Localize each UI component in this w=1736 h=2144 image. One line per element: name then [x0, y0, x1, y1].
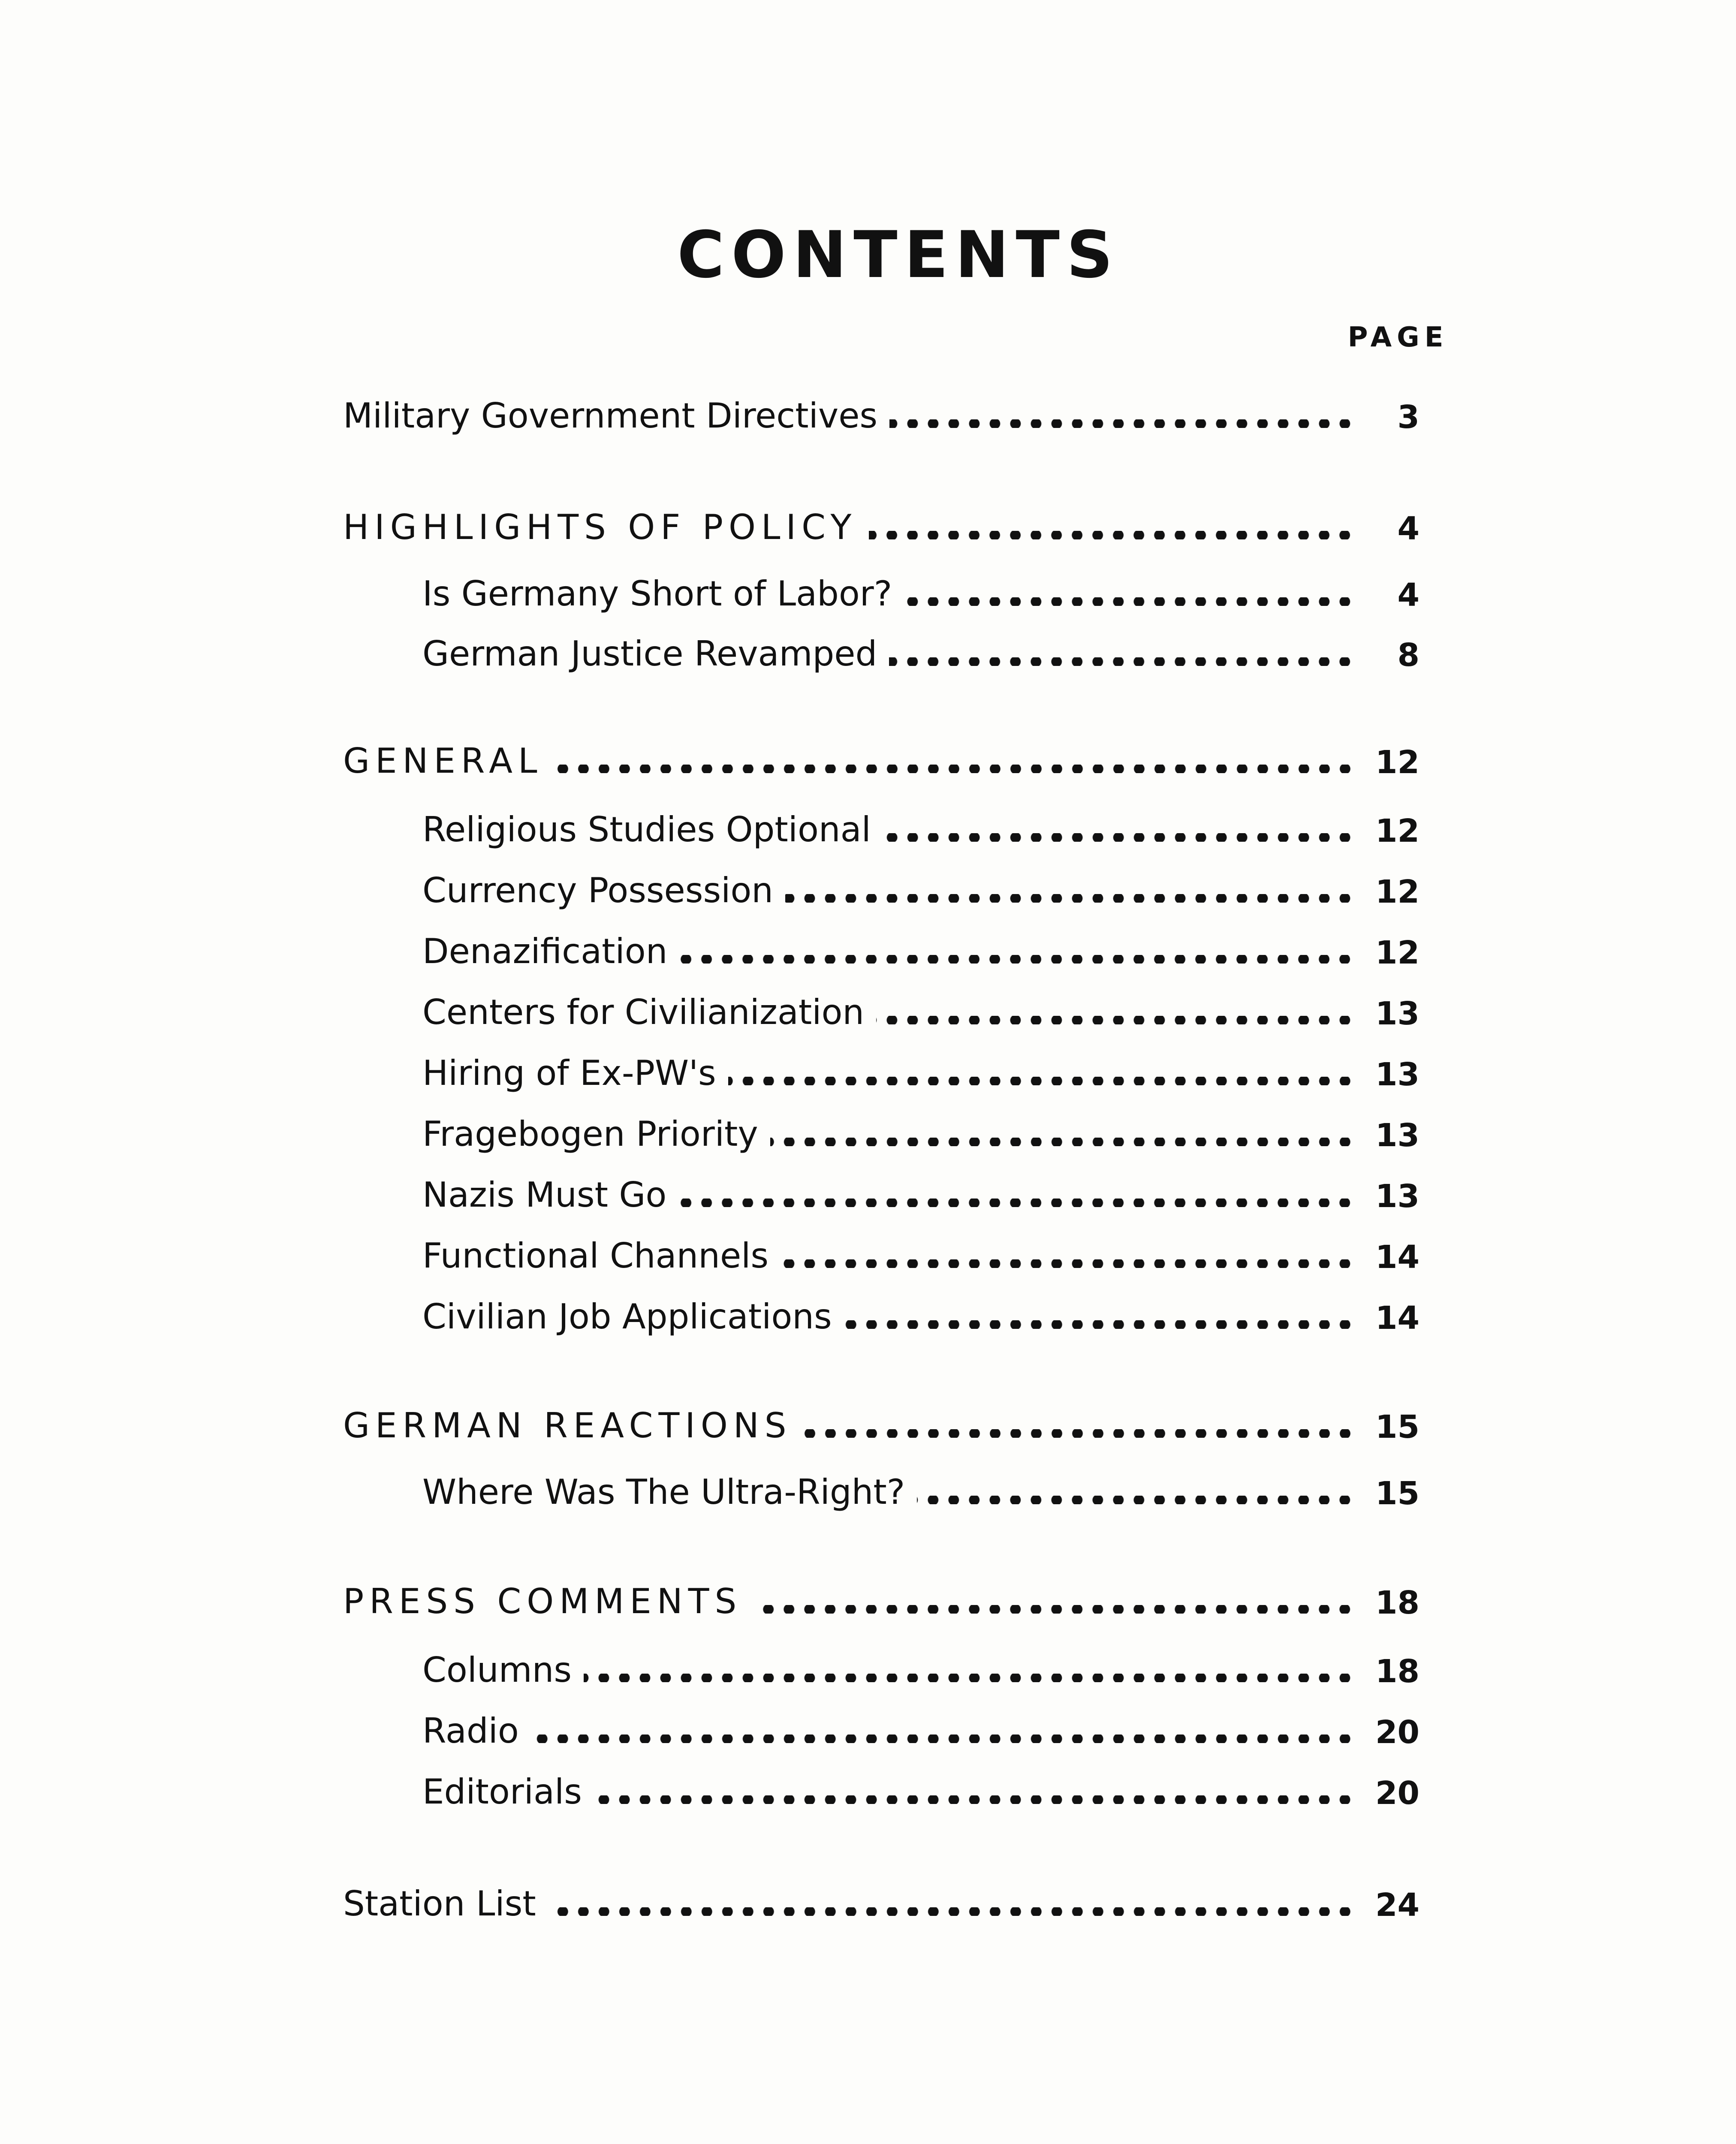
dot-leader — [876, 1016, 1355, 1024]
dot-leader — [917, 1496, 1355, 1504]
toc-entry-label: Columns — [422, 1650, 572, 1690]
toc-entry-label: Functional Channels — [422, 1236, 769, 1276]
toc-entry-page: 20 — [1375, 1714, 1420, 1751]
toc-entry-label: Currency Possession — [422, 870, 774, 910]
dot-leader — [770, 1138, 1355, 1146]
toc-entry-denazification[interactable] — [422, 921, 1420, 969]
toc-entry-label: HIGHLIGHTS OF POLICY — [343, 507, 857, 547]
toc-entry-page: 18 — [1375, 1584, 1420, 1621]
toc-entry-label: PRESS COMMENTS — [343, 1581, 742, 1621]
toc-entry-page: 4 — [1397, 510, 1420, 547]
toc-entry-label: Denazification — [422, 931, 668, 971]
toc-entry-military-government-directives[interactable] — [343, 386, 1420, 436]
dot-leader — [883, 833, 1355, 842]
toc-entry-page: 24 — [1375, 1887, 1420, 1924]
toc-entry-label: Fragebogen Priority — [422, 1114, 758, 1154]
dot-leader — [555, 765, 1355, 773]
toc-entry-label: German Justice Revamped — [422, 634, 877, 674]
toc-entry-page: 13 — [1375, 1117, 1420, 1154]
toc-entry-label: Nazis Must Go — [422, 1175, 667, 1215]
toc-entry-page: 12 — [1375, 744, 1420, 781]
dot-leader — [584, 1674, 1355, 1682]
toc-entry-page: 12 — [1375, 873, 1420, 910]
toc-entry-page: 13 — [1375, 1178, 1420, 1215]
toc-section-press-comments[interactable] — [343, 1572, 1420, 1619]
toc-entry-label: Is Germany Short of Labor? — [422, 574, 892, 614]
dot-leader — [678, 1198, 1355, 1207]
dot-leader — [548, 1907, 1355, 1916]
dot-leader — [754, 1605, 1355, 1614]
dot-leader — [904, 597, 1355, 606]
toc-entry-page: 4 — [1397, 577, 1420, 614]
toc-entry-currency-possession[interactable] — [422, 861, 1420, 908]
dot-leader — [889, 419, 1355, 428]
dot-leader — [844, 1320, 1355, 1329]
toc-entry-label: Radio — [422, 1711, 519, 1751]
toc-entry-label: Station List — [343, 1884, 536, 1924]
dot-leader — [679, 955, 1355, 964]
toc-entry-religious-studies-optional[interactable] — [422, 800, 1420, 847]
toc-entry-fragebogen-priority[interactable] — [422, 1104, 1420, 1154]
toc-entry-editorials[interactable] — [422, 1762, 1420, 1812]
toc-entry-label: Civilian Job Applications — [422, 1297, 832, 1337]
dot-leader — [531, 1734, 1355, 1743]
toc-entry-page: 13 — [1375, 1056, 1420, 1093]
toc-entry-page: 12 — [1375, 934, 1420, 971]
dot-leader — [889, 657, 1355, 666]
toc-entry-label: Hiring of Ex-PW's — [422, 1053, 716, 1093]
toc-section-highlights-of-policy[interactable] — [343, 497, 1420, 545]
toc-entry-radio[interactable] — [422, 1701, 1420, 1751]
toc-entry-label: Editorials — [422, 1772, 582, 1812]
dot-leader — [594, 1795, 1355, 1804]
dot-leader — [728, 1077, 1355, 1085]
contents-title: CONTENTS — [677, 218, 1120, 292]
toc-entry-page: 14 — [1375, 1300, 1420, 1337]
dot-leader — [804, 1429, 1355, 1438]
toc-entry-page: 13 — [1375, 995, 1420, 1032]
toc-entry-label: Military Government Directives — [343, 396, 878, 436]
toc-entry-label: Where Was The Ultra-Right? — [422, 1472, 905, 1512]
toc-entry-hiring-of-ex-pws[interactable] — [422, 1043, 1420, 1093]
toc-entry-page: 15 — [1375, 1475, 1420, 1512]
toc-entry-page: 3 — [1397, 399, 1420, 436]
toc-entry-page: 20 — [1375, 1775, 1420, 1812]
toc-entry-page: 18 — [1375, 1653, 1420, 1690]
toc-entry-label: GERMAN REACTIONS — [343, 1406, 792, 1445]
toc-section-general[interactable] — [343, 731, 1420, 781]
toc-entry-nazis-must-go[interactable] — [422, 1165, 1420, 1215]
dot-leader — [869, 531, 1355, 539]
toc-entry-german-justice-revamped[interactable] — [422, 624, 1420, 674]
toc-section-german-reactions[interactable] — [343, 1396, 1420, 1443]
toc-entry-functional-channels[interactable] — [422, 1226, 1420, 1276]
toc-entry-columns[interactable] — [422, 1640, 1420, 1690]
dot-leader — [785, 894, 1355, 903]
toc-entry-is-germany-short-of-labor[interactable] — [422, 564, 1420, 614]
toc-entry-station-list[interactable] — [343, 1874, 1420, 1924]
dot-leader — [781, 1259, 1355, 1268]
toc-entry-where-was-the-ultra-right[interactable] — [422, 1462, 1420, 1512]
toc-entry-label: Religious Studies Optional — [422, 810, 871, 849]
toc-entry-page: 12 — [1375, 813, 1420, 849]
toc-entry-page: 8 — [1397, 637, 1420, 674]
toc-entry-civilian-job-applications[interactable] — [422, 1287, 1420, 1337]
toc-entry-centers-for-civilianization[interactable] — [422, 982, 1420, 1030]
toc-entry-label: Centers for Civilianization — [422, 992, 865, 1032]
toc-entry-label: GENERAL — [343, 741, 543, 781]
page-column-heading: PAGE — [1347, 322, 1449, 353]
toc-entry-page: 14 — [1375, 1239, 1420, 1276]
toc-entry-page: 15 — [1375, 1409, 1420, 1445]
